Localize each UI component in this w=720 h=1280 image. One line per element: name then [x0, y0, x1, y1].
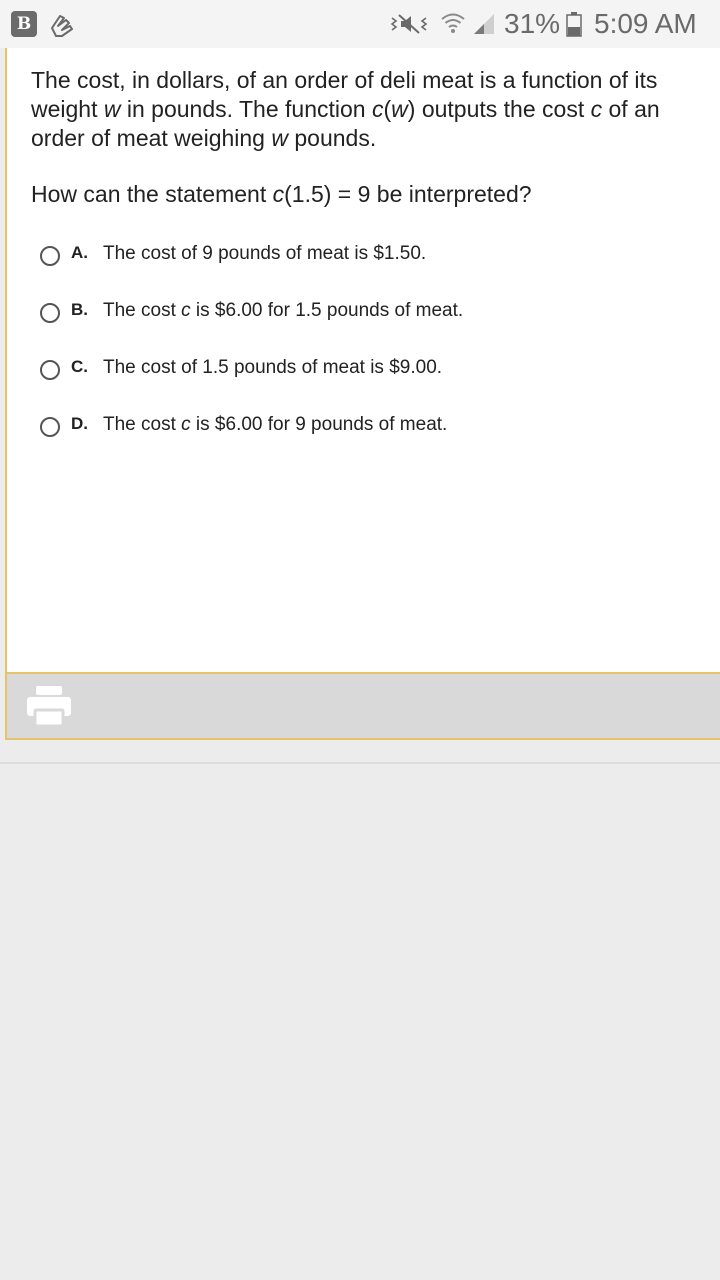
radio-button[interactable] — [40, 303, 60, 323]
choice-letter: D. — [71, 414, 88, 433]
app-b-icon: B — [11, 11, 37, 37]
question-card — [5, 48, 720, 672]
choice-letter: C. — [71, 357, 88, 376]
choice-text: The cost c is $6.00 for 1.5 pounds of meat. — [103, 300, 464, 321]
question-prompt: The cost, in dollars, of an order of deli meat is a function of its weight w in pounds. The function c(w) outputs the cost c of an order of meat weighing w pounds. — [31, 67, 660, 151]
clock: 5:09 AM — [594, 8, 697, 39]
battery-percent: 31% — [504, 8, 561, 39]
signal-icon — [470, 12, 496, 36]
radio-button[interactable] — [40, 246, 60, 266]
choice-text: The cost c is $6.00 for 9 pounds of meat. — [103, 414, 448, 435]
divider — [0, 762, 720, 764]
choice-b[interactable] — [7, 293, 720, 333]
mute-icon — [390, 12, 428, 36]
wifi-icon — [440, 10, 466, 36]
notification-hand-icon — [46, 10, 76, 40]
choice-c[interactable] — [7, 350, 720, 390]
battery-icon — [566, 12, 582, 37]
status-bar — [0, 0, 720, 48]
radio-button[interactable] — [40, 417, 60, 437]
question-ask: How can the statement c(1.5) = 9 be interpreted? — [31, 181, 532, 207]
choice-a[interactable] — [7, 236, 720, 276]
printer-icon[interactable] — [25, 684, 73, 728]
choice-d[interactable] — [7, 407, 720, 447]
choice-text: The cost of 9 pounds of meat is $1.50. — [103, 243, 427, 264]
radio-button[interactable] — [40, 360, 60, 380]
choice-letter: A. — [71, 243, 88, 262]
choice-text: The cost of 1.5 pounds of meat is $9.00. — [103, 357, 443, 378]
bottom-toolbar — [5, 672, 720, 740]
choice-letter: B. — [71, 300, 88, 319]
